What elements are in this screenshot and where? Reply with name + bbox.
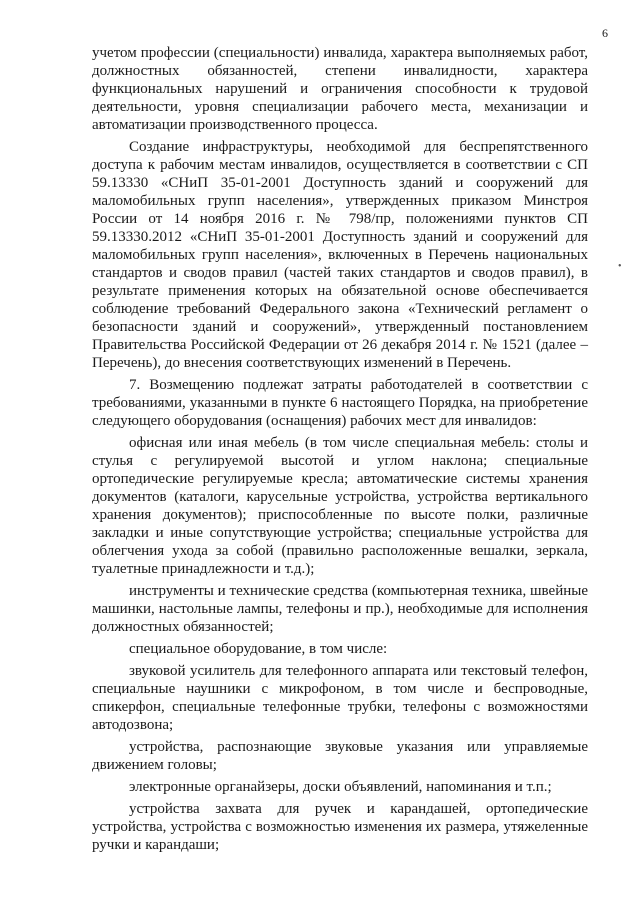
paragraph-grip-devices: устройства захвата для ручек и карандашей, ортопедические устройства, устройства с возможностью изменения их размера, утяжеленные ручки и карандаши; bbox=[92, 801, 588, 853]
paragraph-furniture: офисная или иная мебель (в том числе специальная мебель: столы и стулья с регулируемой высотой и углом наклона; специальные ортопедические регулируемые кресла; автоматические системы хранения документов (каталоги, карусельные устройства, устройства вертикального хранения документов); приспособленные по высоте полки, различные закладки и иные сопутствующие устройства; специальные устройства для облегчения ухода за собой (правильно расположенные вешалки, зеркала, туалетные принадлежности и т.д.); bbox=[92, 435, 588, 577]
paragraph-organizers: электронные органайзеры, доски объявлений, напоминания и т.п.; bbox=[129, 779, 552, 795]
paragraph-sound-amplifier: звуковой усилитель для телефонного аппарата или текстовый телефон, специальные наушники с микрофоном, в том числе и беспроводные, спикерфон, специальные телефонные трубки, телефоны с возможностями автодозвона; bbox=[92, 663, 588, 733]
page-number: 6 bbox=[602, 26, 608, 40]
paragraph-infrastructure: Создание инфраструктуры, необходимой для беспрепятственного доступа к рабочим местам инвалидов, осуществляется в соответствии с СП 59.13330 «СНиП 35-01-2001 Доступность зданий и сооружений для маломобильных групп населения», утвержденных приказом Минстроя России от 14 ноября 2016 г. № 798/пр, положениями пунктов СП 59.13330.2012 «СНиП 35-01-2001 Доступность зданий и сооружений для маломобильных групп населения», включенных в Перечень национальных стандартов и сводов правил (частей таких стандартов и сводов правил), в результате применения которых на обязательной основе обеспечивается соблюдение требований Федерального закона «Технический регламент о безопасности зданий и сооружений», утвержденный постановлением Правительства Российской Федерации от 26 декабря 2014 г. № 1521 (далее – Перечень), до внесения соответствующих изменений в Перечень. bbox=[92, 139, 588, 371]
paragraph-tools: инструменты и технические средства (компьютерная техника, швейные машинки, настольные лампы, телефоны и пр.), необходимые для исполнения должностных обязанностей; bbox=[92, 583, 588, 635]
paragraph-continuation: учетом профессии (специальности) инвалида, характера выполняемых работ, должностных обязанностей, степени инвалидности, характера функциональных нарушений и ограничения способности к трудовой деятельности, уровня специализации рабочего места, механизации и автоматизации производственного процесса. bbox=[92, 45, 588, 133]
paragraph-item-7: 7. Возмещению подлежат затраты работодателей в соответствии с требованиями, указанными в пункте 6 настоящего Порядка, на приобретение следующего оборудования (оснащения) рабочих мест для инвалидов: bbox=[92, 377, 588, 429]
paragraph-voice-devices: устройства, распознающие звуковые указания или управляемые движением головы; bbox=[92, 739, 588, 773]
document-body bbox=[92, 44, 588, 854]
scan-speck: • bbox=[618, 261, 622, 272]
paragraph-special-equipment: специальное оборудование, в том числе: bbox=[129, 641, 388, 657]
